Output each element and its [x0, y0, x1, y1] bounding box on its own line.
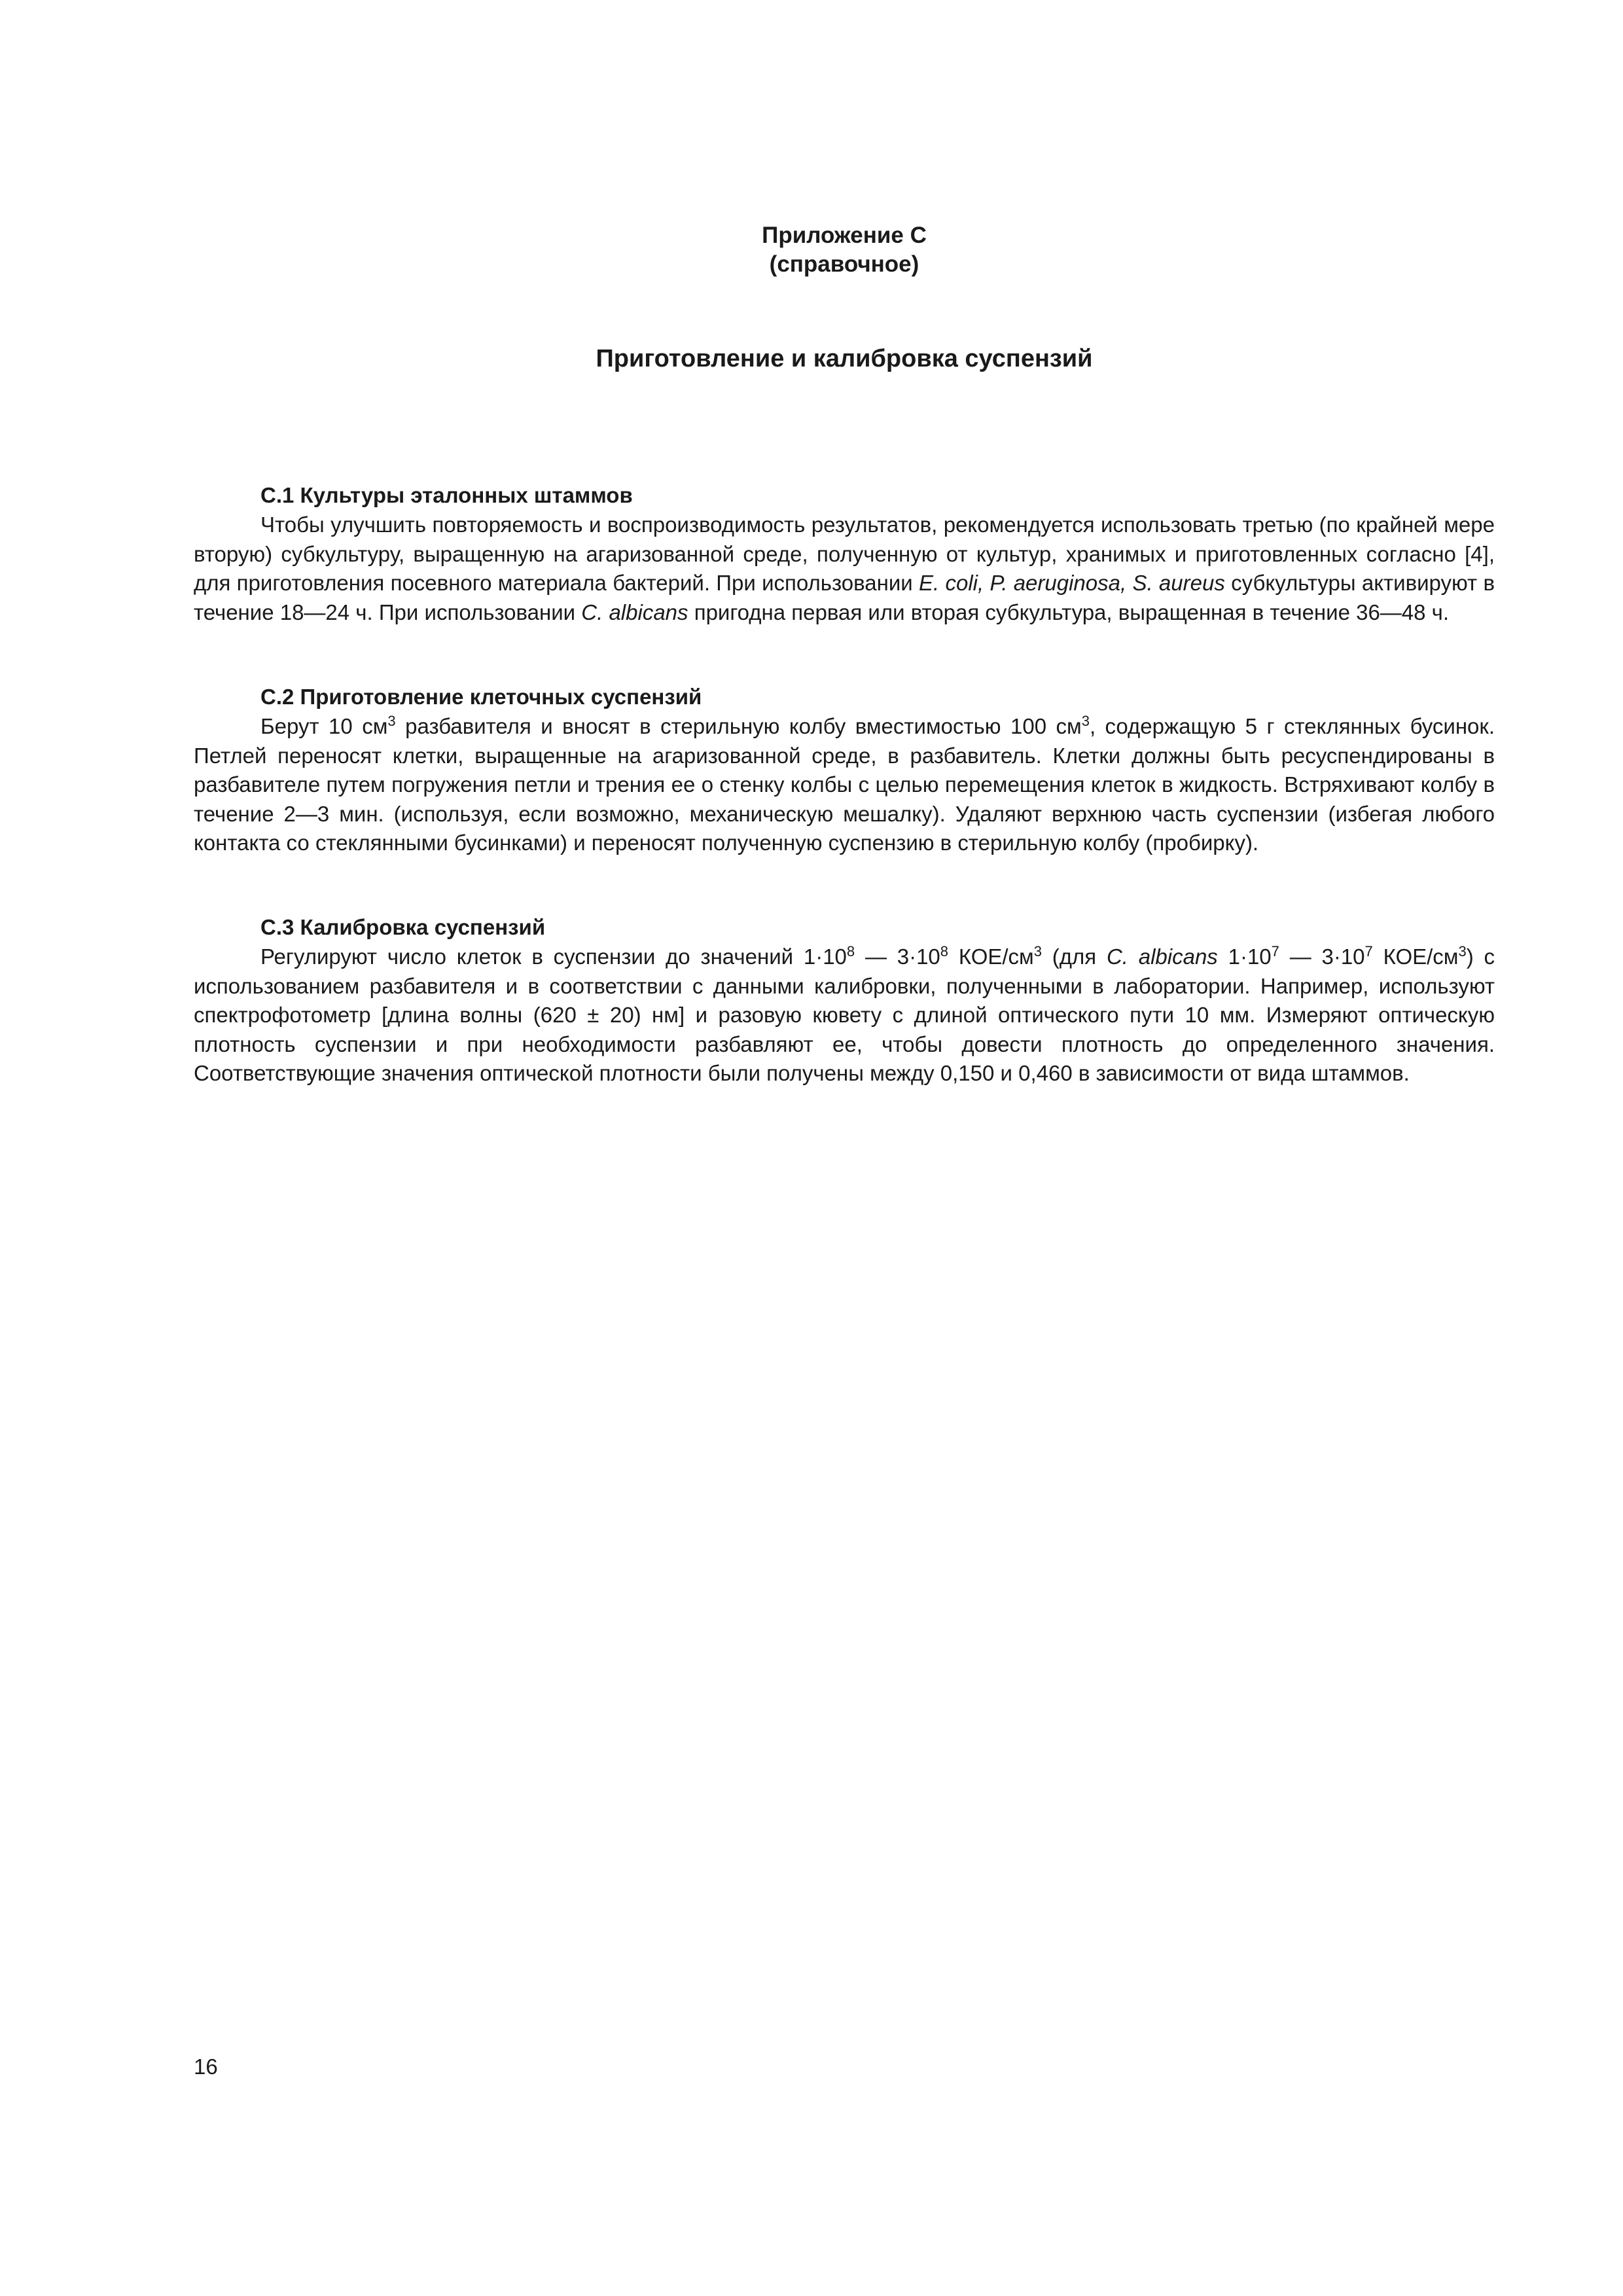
- species-name: C. albicans: [581, 600, 688, 624]
- section-c3: [194, 912, 1495, 1088]
- section-heading: С.1 Культуры эталонных штаммов: [260, 483, 633, 507]
- text-run: КОЕ/см: [1372, 944, 1459, 969]
- superscript: 3: [387, 713, 396, 729]
- text-run: 1·10: [1217, 944, 1272, 969]
- text-run: Берут 10 см: [260, 714, 388, 738]
- superscript: 7: [1271, 943, 1279, 960]
- text-run: Регулируют число клеток в суспензии до значений 1·10: [260, 944, 847, 969]
- section-paragraph: [194, 712, 1495, 858]
- text-run: — 3·10: [855, 944, 940, 969]
- superscript: 3: [1081, 713, 1090, 729]
- superscript: 3: [1033, 943, 1042, 960]
- text-run: КОЕ/см: [948, 944, 1034, 969]
- page-number: 16: [194, 2054, 218, 2079]
- text-run: субкультуры активируют в течение 18—24 ч. При использовании: [194, 571, 1495, 624]
- superscript: 7: [1364, 943, 1373, 960]
- species-name: E. coli, P. aeruginosa, S. aureus: [919, 571, 1225, 595]
- text-run: ) с использованием разбавителя и в соответствии с данными калибровки, полученными в лаборатории. Например, используют спектрофотометр [длина волны (620 ± 20) нм] и разовую кювету с длиной оптического пути 10 мм. Измеряют оптическую плотность суспензии и при необходимости разбавляют ее, чтобы довести плотность до определенного значения. Соответствующие значения оптической плотности были получены между 0,150 и 0,460 в зависимости от вида штаммов.: [194, 944, 1495, 1085]
- species-name: C. albicans: [1106, 944, 1218, 969]
- section-paragraph: [194, 942, 1495, 1088]
- superscript: 8: [846, 943, 855, 960]
- text-run: (для: [1041, 944, 1107, 969]
- section-c2: [194, 682, 1495, 858]
- section-paragraph: [194, 511, 1495, 627]
- text-run: Чтобы улучшить повторяемость и воспроизводимость результатов, рекомендуется использовать третью (по крайней мере вторую) субкультуру, выращенную на агаризованной среде, полученную от культур, хранимых и приготовленных согласно [4], для приготовления посевного материала бактерий. При использовании: [194, 512, 1495, 595]
- annex-subtitle: (справочное): [769, 251, 919, 277]
- text-run: пригодна первая или вторая субкультура, выращенная в течение 36—48 ч.: [688, 600, 1450, 624]
- text-run: — 3·10: [1279, 944, 1365, 969]
- superscript: 3: [1458, 943, 1467, 960]
- section-heading: С.2 Приготовление клеточных суспензий: [260, 685, 702, 709]
- document-title: Приготовление и калибровка суспензий: [596, 345, 1093, 372]
- annex-title: Приложение С: [762, 223, 927, 248]
- text-run: разбавителя и вносят в стерильную колбу вместимостью 100 см: [395, 714, 1082, 738]
- section-heading: С.3 Калибровка суспензий: [260, 915, 546, 939]
- superscript: 8: [940, 943, 949, 960]
- section-c1: [194, 480, 1495, 627]
- text-run: , содержащую 5 г стеклянных бусинок. Петлей переносят клетки, выращенные на агаризованной среде, в разбавитель. Клетки должны быть ресуспендированы в разбавителе путем погружения петли и трения ее о стенку колбы с целью перемещения клеток в жидкость. Встряхивают колбу в течение 2—3 мин. (используя, если возможно, механическую мешалку). Удаляют верхнюю часть суспензии (избегая любого контакта со стеклянными бусинками) и переносят полученную суспензию в стерильную колбу (пробирку).: [194, 714, 1495, 855]
